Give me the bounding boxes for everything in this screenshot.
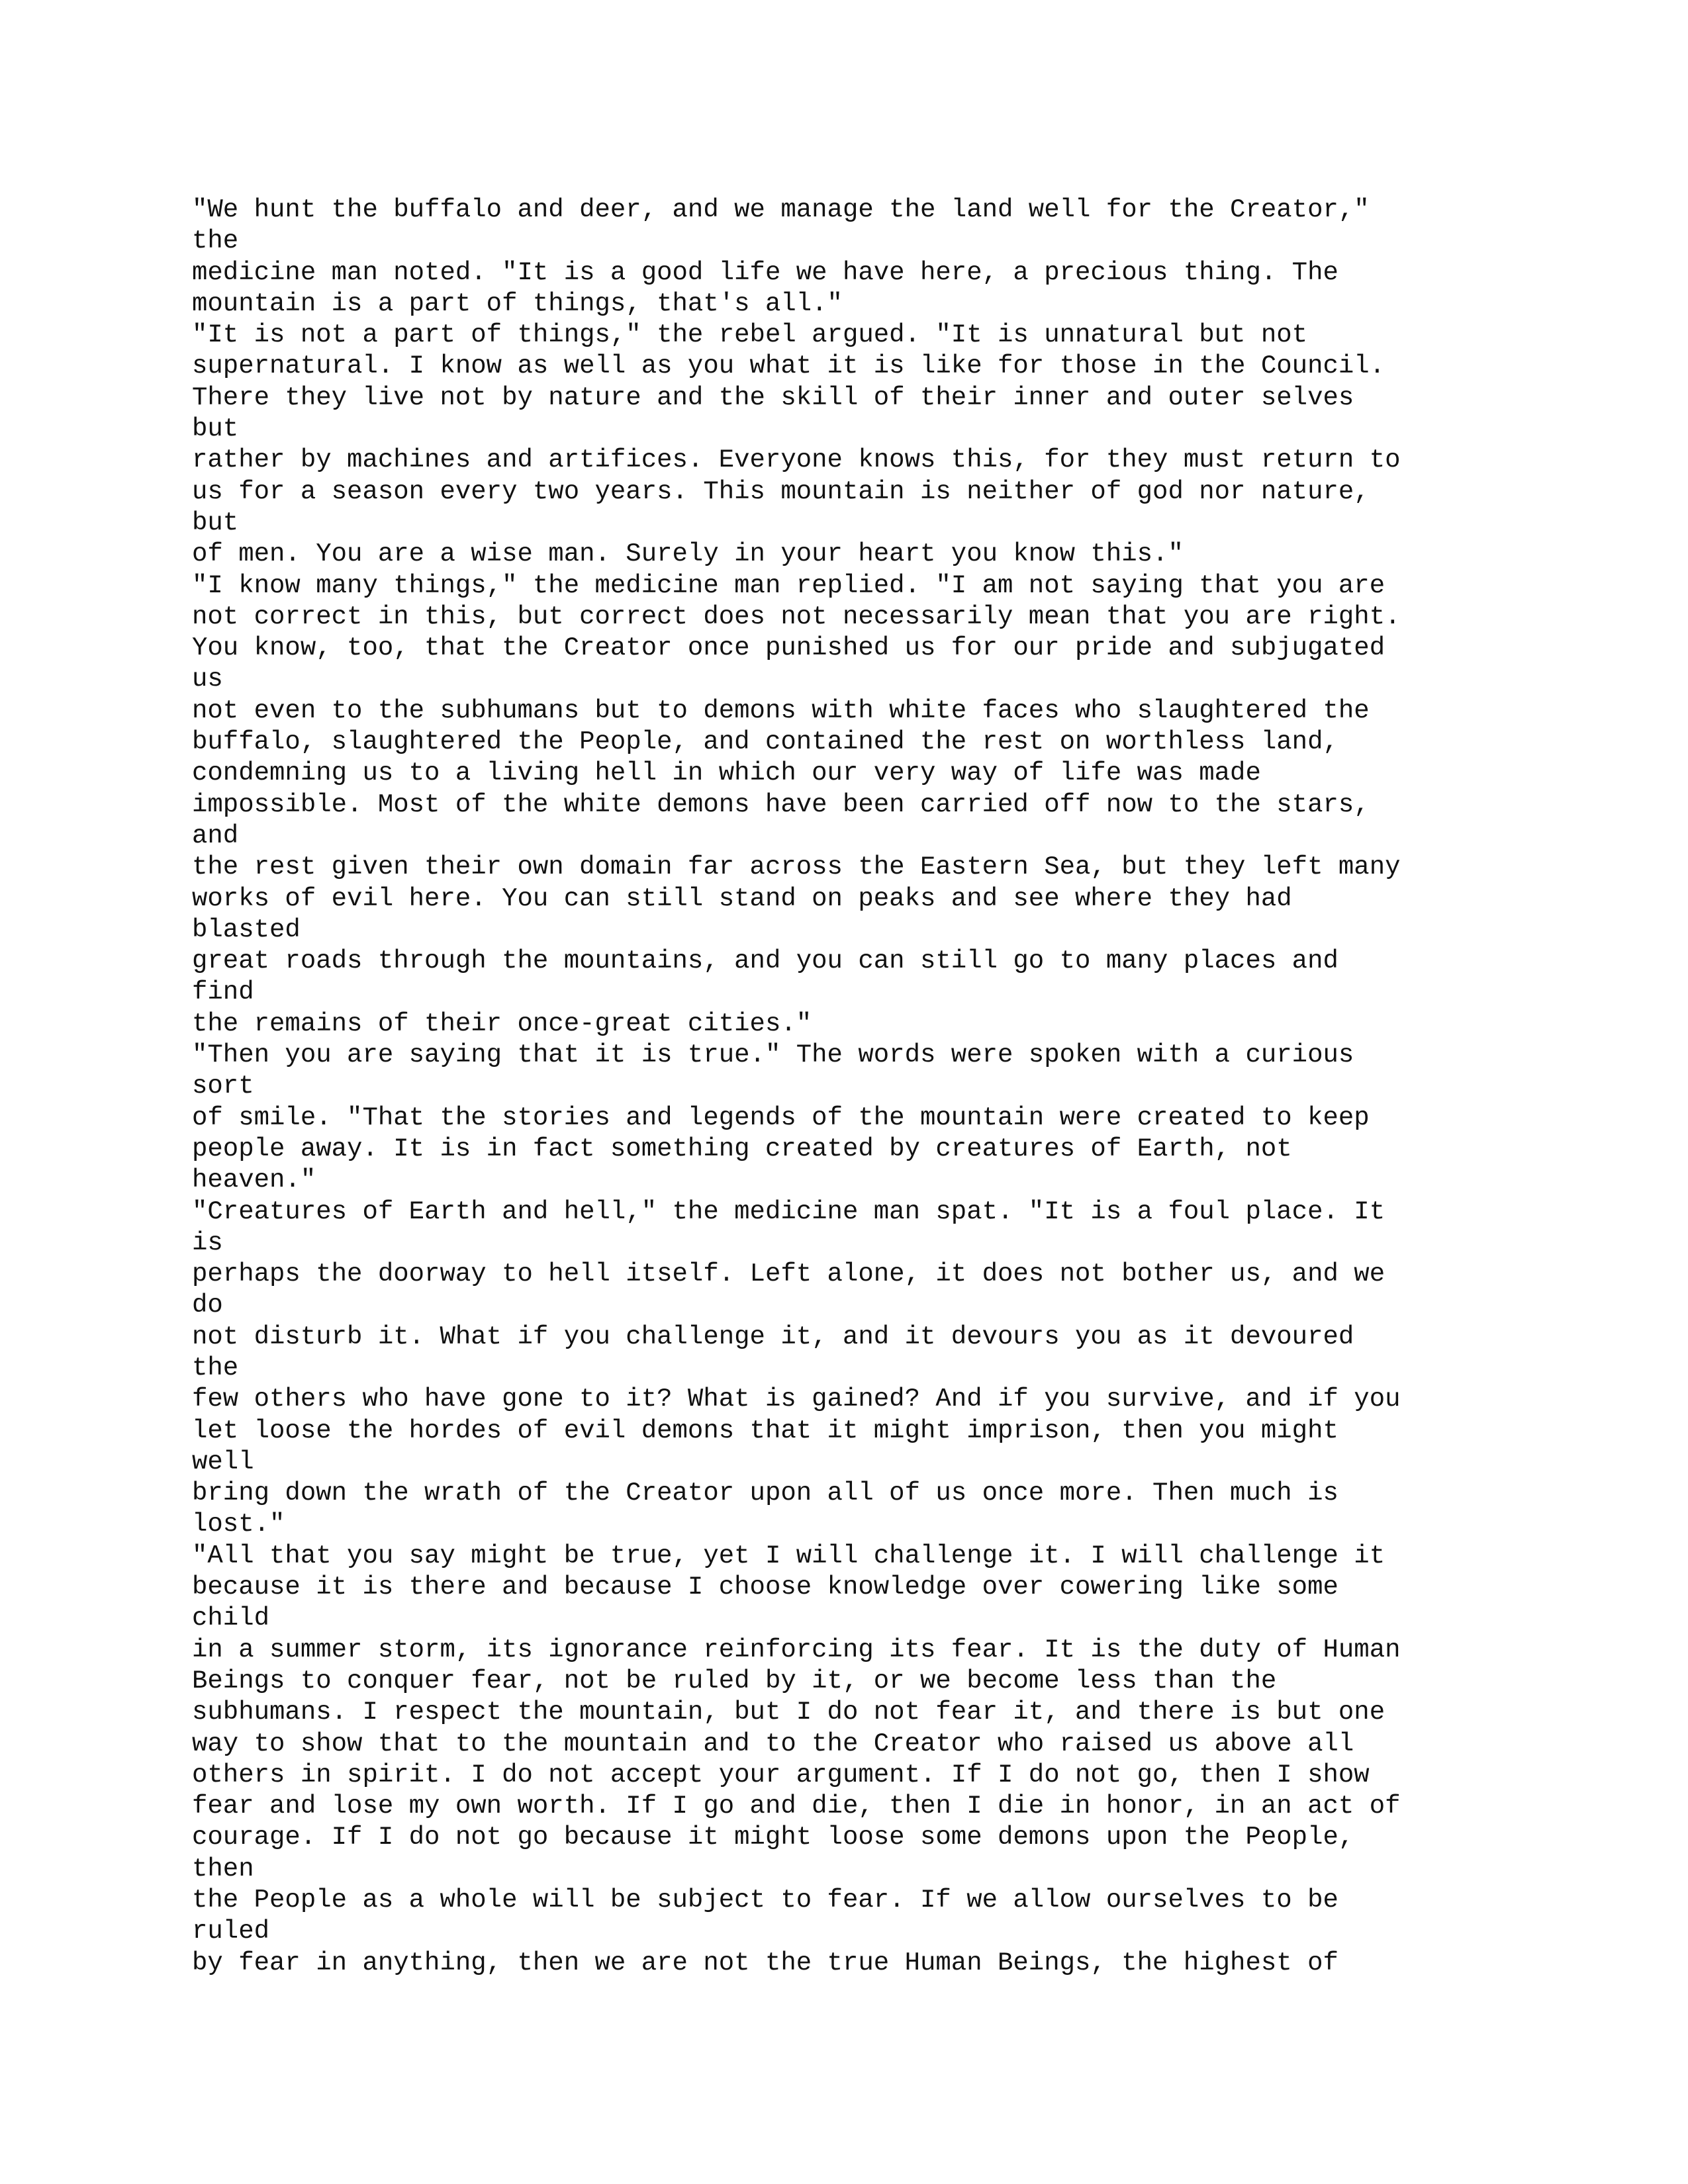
text-line: the rest given their own domain far across the Eastern Sea, but they left many [192, 852, 1401, 882]
text-line: not even to the subhumans but to demons with white faces who slaughtered the [192, 696, 1370, 725]
text-line: lost." [192, 1510, 285, 1539]
text-line: supernatural. I know as well as you what it is like for those in the Council. [192, 351, 1385, 381]
text-line: by fear in anything, then we are not the true Human Beings, the highest of [192, 1948, 1338, 1978]
text-line: well [192, 1447, 254, 1477]
text-line: way to show that to the mountain and to the Creator who raised us above all [192, 1729, 1354, 1758]
text-line: not disturb it. What if you challenge it, and it devours you as it devoured [192, 1322, 1354, 1351]
text-line: people away. It is in fact something created by creatures of Earth, not [192, 1134, 1292, 1163]
text-line: blasted [192, 915, 301, 944]
text-line: mountain is a part of things, that's all." [192, 289, 843, 318]
text-line: do [192, 1291, 223, 1320]
document-body [192, 195, 1516, 1979]
text-line: not correct in this, but correct does not necessarily mean that you are right. [192, 602, 1401, 631]
text-line: others in spirit. I do not accept your argument. If I do not go, then I show [192, 1760, 1370, 1790]
text-line: us for a season every two years. This mountain is neither of god nor nature, [192, 477, 1370, 506]
text-line: the [192, 1353, 239, 1383]
text-line: child [192, 1604, 270, 1633]
text-line: Beings to conquer fear, not be ruled by it, or we become less than the [192, 1666, 1277, 1696]
text-line: "It is not a part of things," the rebel argued. "It is unnatural but not [192, 320, 1308, 350]
text-line: the People as a whole will be subject to fear. If we allow ourselves to be [192, 1886, 1338, 1915]
text-line: rather by machines and artifices. Everyone knows this, for they must return to [192, 445, 1401, 475]
text-line: the remains of their once-great cities." [192, 1009, 812, 1038]
text-line: "All that you say might be true, yet I will challenge it. I will challenge it [192, 1541, 1385, 1570]
text-line: find [192, 978, 254, 1007]
text-line: then [192, 1854, 254, 1884]
text-line: is [192, 1228, 223, 1257]
text-line: medicine man noted. "It is a good life we have here, a precious thing. The [192, 257, 1338, 287]
text-line: few others who have gone to it? What is gained? And if you survive, and if you [192, 1385, 1401, 1414]
text-line: subhumans. I respect the mountain, but I do not fear it, and there is but one [192, 1698, 1385, 1727]
text-line: but [192, 414, 239, 444]
text-line: "Then you are saying that it is true." The words were spoken with a curious [192, 1040, 1354, 1070]
text-line: fear and lose my own worth. If I go and die, then I die in honor, in an act of [192, 1792, 1401, 1821]
text-line: of smile. "That the stories and legends of the mountain were created to keep [192, 1103, 1370, 1132]
text-line: in a summer storm, its ignorance reinforcing its fear. It is the duty of Human [192, 1635, 1401, 1664]
text-line: "We hunt the buffalo and deer, and we manage the land well for the Creator," [192, 195, 1370, 224]
text-line: because it is there and because I choose knowledge over cowering like some [192, 1572, 1338, 1602]
text-line: ruled [192, 1917, 270, 1946]
text-line: perhaps the doorway to hell itself. Left alone, it does not bother us, and we [192, 1259, 1385, 1289]
text-line: courage. If I do not go because it might loose some demons upon the People, [192, 1823, 1354, 1852]
text-line: There they live not by nature and the skill of their inner and outer selves [192, 383, 1354, 412]
text-line: sort [192, 1071, 254, 1101]
text-line: and [192, 821, 239, 850]
text-line: of men. You are a wise man. Surely in your heart you know this." [192, 539, 1184, 569]
text-line: "Creatures of Earth and hell," the medicine man spat. "It is a foul place. It [192, 1197, 1385, 1226]
text-line: impossible. Most of the white demons have been carried off now to the stars, [192, 790, 1370, 819]
text-line: but [192, 508, 239, 537]
text-line: us [192, 664, 223, 694]
text-line: You know, too, that the Creator once punished us for our pride and subjugated [192, 633, 1385, 663]
text-line: let loose the hordes of evil demons that it might imprison, then you might [192, 1416, 1338, 1445]
text-line: great roads through the mountains, and you can still go to many places and [192, 946, 1338, 976]
text-line: works of evil here. You can still stand on peaks and see where they had [192, 884, 1292, 913]
text-line: heaven." [192, 1165, 316, 1195]
text-line: "I know many things," the medicine man replied. "I am not saying that you are [192, 570, 1385, 600]
text-line: condemning us to a living hell in which our very way of life was made [192, 758, 1261, 788]
text-line: bring down the wrath of the Creator upon all of us once more. Then much is [192, 1479, 1338, 1508]
text-line: the [192, 226, 239, 256]
text-line: buffalo, slaughtered the People, and contained the rest on worthless land, [192, 727, 1338, 757]
